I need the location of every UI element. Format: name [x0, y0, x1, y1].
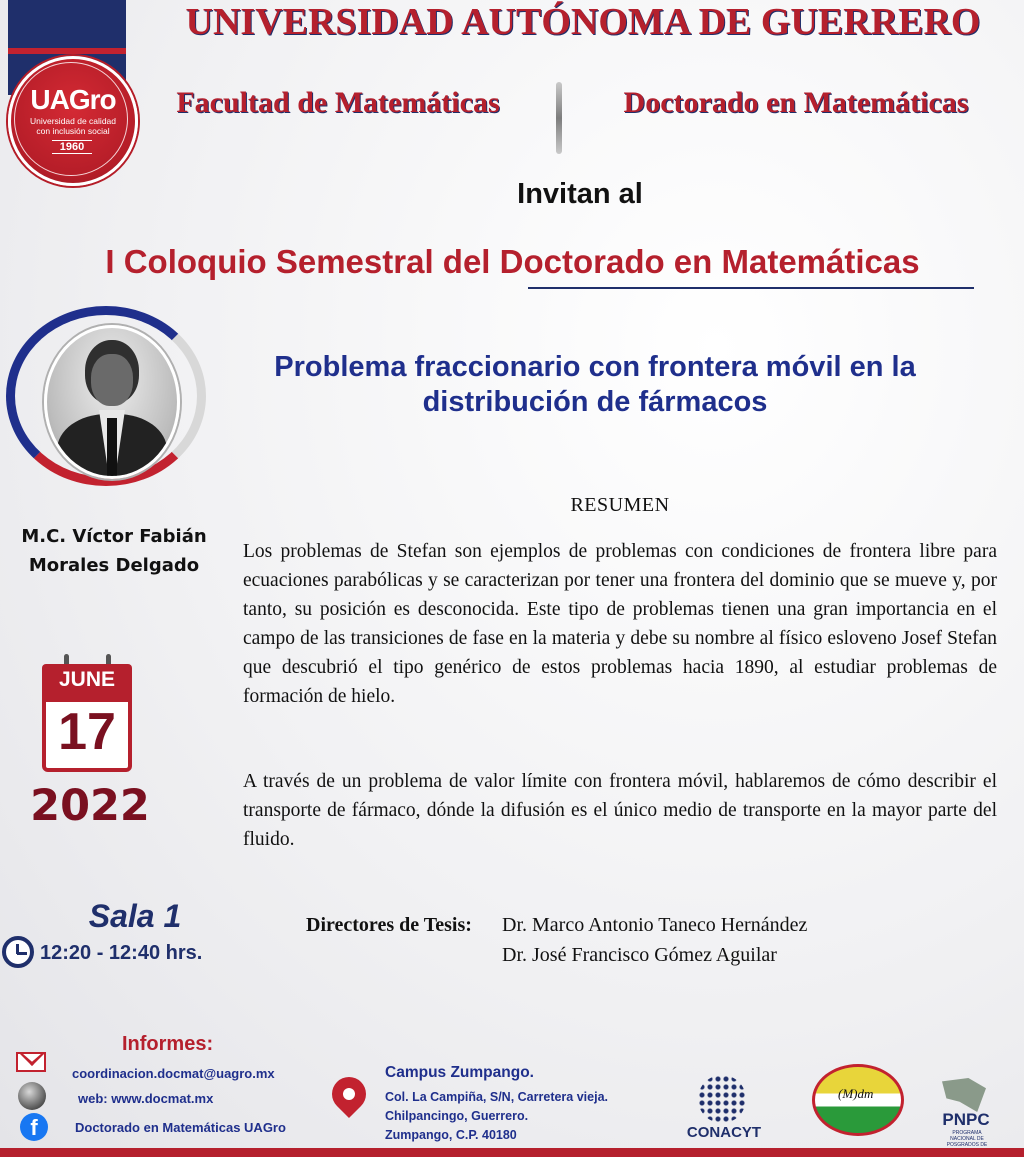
calendar-day: 17 — [58, 703, 116, 761]
university-title: UNIVERSIDAD AUTÓNOMA DE GUERRERO — [185, 1, 981, 43]
logo-year: 1960 — [52, 140, 92, 154]
talk-title: Problema fraccionario con frontera móvil en la distribución de fármacos — [274, 351, 916, 418]
event-time: 12:20 - 12:40 hrs. — [40, 942, 203, 964]
address-line-2: Chilpancingo, Guerrero. — [385, 1109, 529, 1123]
photo-face — [91, 354, 133, 406]
globe-icon — [18, 1082, 46, 1110]
pnpc-subtitle: PROGRAMA NACIONAL DE POSGRADOS DE — [946, 1130, 988, 1148]
pnpc-map-logo — [942, 1078, 986, 1112]
contact-web[interactable]: web: www.docmat.mx — [78, 1091, 214, 1106]
event-title-underline — [528, 287, 974, 289]
invite-text: Invitan al — [517, 178, 643, 210]
logo-tagline: Universidad de calidad con inclusión social — [30, 116, 116, 136]
speaker-name — [14, 522, 214, 580]
directors-label: Directores de Tesis: — [306, 914, 472, 936]
speaker-name-line1: M.C. Víctor Fabián — [21, 526, 207, 547]
abstract-paragraph-1: Los problemas de Stefan son ejemplos de problemas con condiciones de frontera libre para ecuaciones parabólicas y se caracterizan por tener una frontera del dominio que se mueve y, por tanto, su posición es desconocida. Este tipo de problemas tienen una gran importancia en el campo de las transiciones de fase en la materia y debe su nombre al físico esloveno Josef Stefan que descubrió el tipo genérico de estos problemas hacia 1890, al estudiar problemas de formación de hielo. — [243, 541, 997, 707]
clock-minute-hand — [17, 952, 27, 955]
header-divider — [556, 82, 562, 154]
calendar-month: JUNE — [58, 668, 116, 691]
director-2: Dr. José Francisco Gómez Aguilar — [502, 944, 777, 966]
pnpc-label: PNPC — [942, 1110, 990, 1129]
faculty-title: Facultad de Matemáticas — [176, 86, 500, 119]
program-title: Doctorado en Matemáticas — [623, 86, 969, 119]
contact-email[interactable]: coordinacion.docmat@uagro.mx — [72, 1066, 275, 1081]
location-pin-dot — [343, 1088, 355, 1100]
photo-tie — [107, 418, 117, 478]
conacyt-label: CONACYT — [686, 1124, 762, 1141]
speaker-name-line2: Morales Delgado — [28, 555, 200, 576]
info-title: Informes: — [122, 1033, 214, 1055]
contact-facebook[interactable]: Doctorado en Matemáticas UAGro — [75, 1120, 286, 1135]
bottom-bar — [0, 1148, 1024, 1157]
facebook-icon: f — [20, 1113, 48, 1141]
abstract-heading: RESUMEN — [570, 494, 670, 516]
logo-ribbon-stripe — [8, 48, 126, 54]
mdm-label: (M)dm — [838, 1086, 874, 1101]
room-label: Sala 1 — [88, 898, 182, 934]
address-line-1: Col. La Campiña, S/N, Carretera vieja. — [385, 1090, 608, 1104]
address-line-3: Zumpango, C.P. 40180 — [385, 1128, 517, 1142]
conacyt-logo — [698, 1075, 746, 1123]
event-title: I Coloquio Semestral del Doctorado en Matemáticas — [105, 243, 920, 280]
event-year: 2022 — [30, 781, 150, 831]
campus-name: Campus Zumpango. — [385, 1064, 534, 1081]
director-1: Dr. Marco Antonio Taneco Hernández — [502, 914, 808, 936]
abstract-paragraph-2: A través de un problema de valor límite con frontera móvil, hablaremos de cómo describir el transporte de fármaco, dónde la difusión es el único medio de transporte en la mayor parte del fluido. — [243, 771, 997, 850]
speaker-photo — [44, 325, 180, 479]
logo-name: UAGro — [30, 84, 116, 115]
